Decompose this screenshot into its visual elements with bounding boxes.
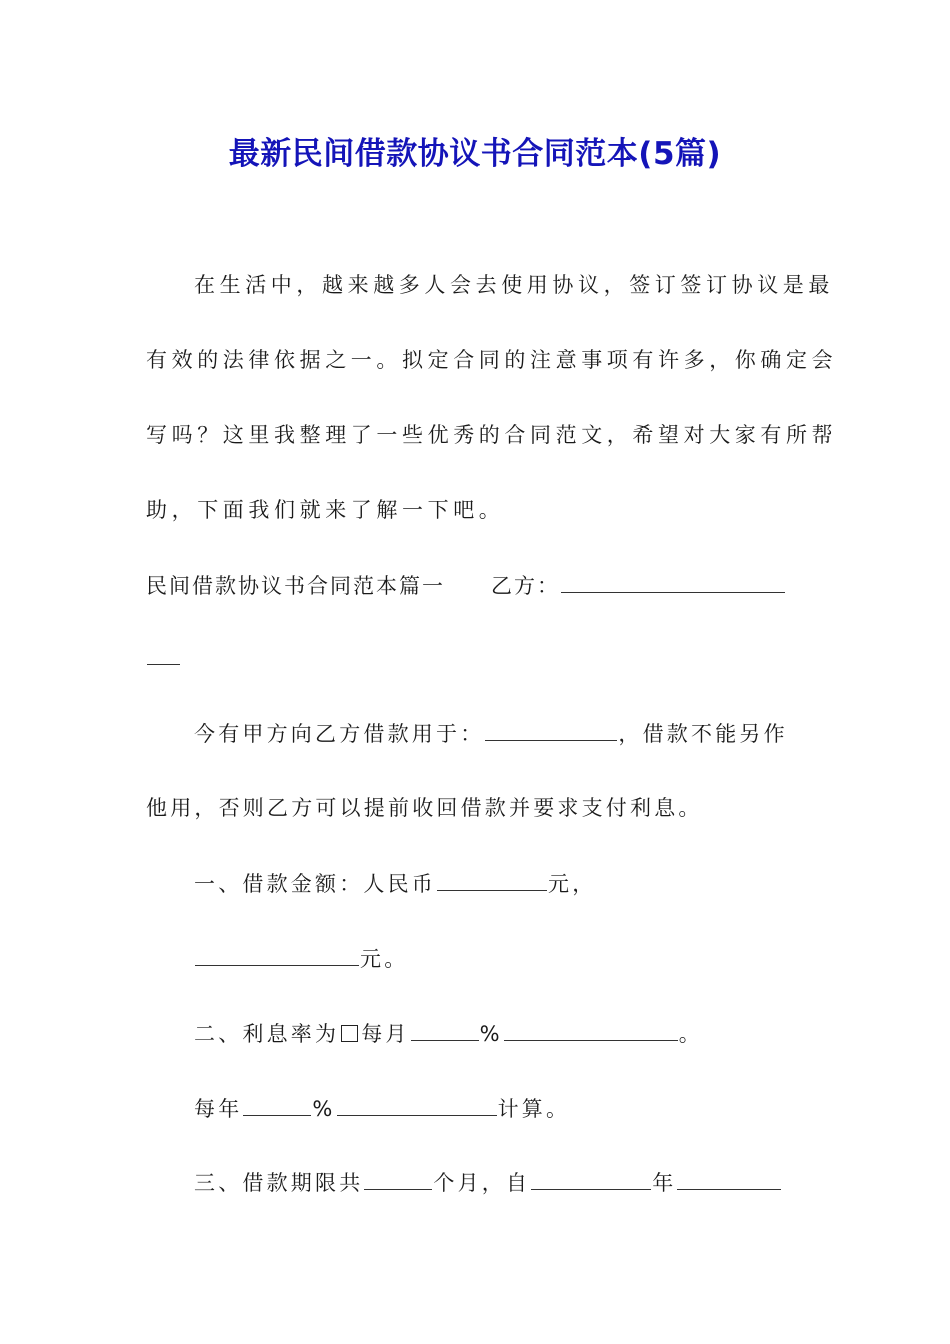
- monthly-extra-blank: [504, 1018, 678, 1041]
- amount-line-2: [194, 943, 408, 974]
- section-heading-line: [146, 570, 786, 601]
- interest-calc: 计算。: [497, 1097, 571, 1121]
- interest-yearly: 每年: [194, 1097, 243, 1121]
- party-b-blank: [561, 570, 785, 593]
- term-year: 年: [652, 1171, 677, 1195]
- term-tail-blank: [677, 1167, 781, 1190]
- term-months: 个月，自: [433, 1171, 531, 1195]
- yearly-extra-blank: [337, 1093, 497, 1116]
- amount-blank-1: [437, 868, 547, 891]
- amount-unit-1: 元，: [548, 872, 597, 896]
- purpose-blank: [485, 718, 617, 741]
- purpose-suffix: ，借款不能另作: [618, 722, 788, 746]
- term-line: [194, 1167, 782, 1198]
- amount-label: 一、借款金额：人民币: [194, 872, 436, 896]
- checkbox-icon: [341, 1025, 358, 1042]
- party-b-blank-continuation: [146, 642, 181, 673]
- term-year-blank: [531, 1167, 651, 1190]
- interest-line-2: [194, 1093, 570, 1124]
- monthly-rate-blank: [411, 1018, 479, 1041]
- purpose-line-2: 他用，否则乙方可以提前收回借款并要求支付利息。: [146, 796, 703, 820]
- intro-line-3: 写吗？这里我整理了一些优秀的合同范文，希望对大家有所帮: [146, 423, 838, 447]
- intro-line-4: 助，下面我们就来了解一下吧。: [146, 498, 505, 522]
- document-title: 最新民间借款协议书合同范本(5篇): [228, 136, 722, 172]
- amount-blank-2: [195, 943, 359, 966]
- party-b-blank-tail: [147, 642, 180, 665]
- intro-line-2: 有效的法律依据之一。拟定合同的注意事项有许多，你确定会: [146, 348, 838, 372]
- interest-monthly: 每月: [361, 1022, 410, 1046]
- amount-unit-2: 元。: [360, 947, 409, 971]
- yearly-rate-blank: [243, 1093, 311, 1116]
- yearly-percent: %: [312, 1097, 336, 1121]
- term-months-blank: [364, 1167, 432, 1190]
- amount-line-1: [194, 868, 596, 899]
- intro-line-1: 在生活中，越来越多人会去使用协议，签订签订协议是最: [194, 273, 834, 297]
- interest-line-1: [194, 1018, 703, 1049]
- interest-line-end: 。: [678, 1022, 703, 1046]
- purpose-line-1: [194, 718, 788, 749]
- term-label: 三、借款期限共: [194, 1171, 364, 1195]
- party-b-label: 乙方：: [491, 574, 560, 598]
- section-heading: 民间借款协议书合同范本篇一: [146, 574, 445, 598]
- interest-label: 二、利息率为: [194, 1022, 340, 1046]
- purpose-prefix: 今有甲方向乙方借款用于：: [194, 722, 485, 746]
- monthly-percent: %: [479, 1022, 503, 1046]
